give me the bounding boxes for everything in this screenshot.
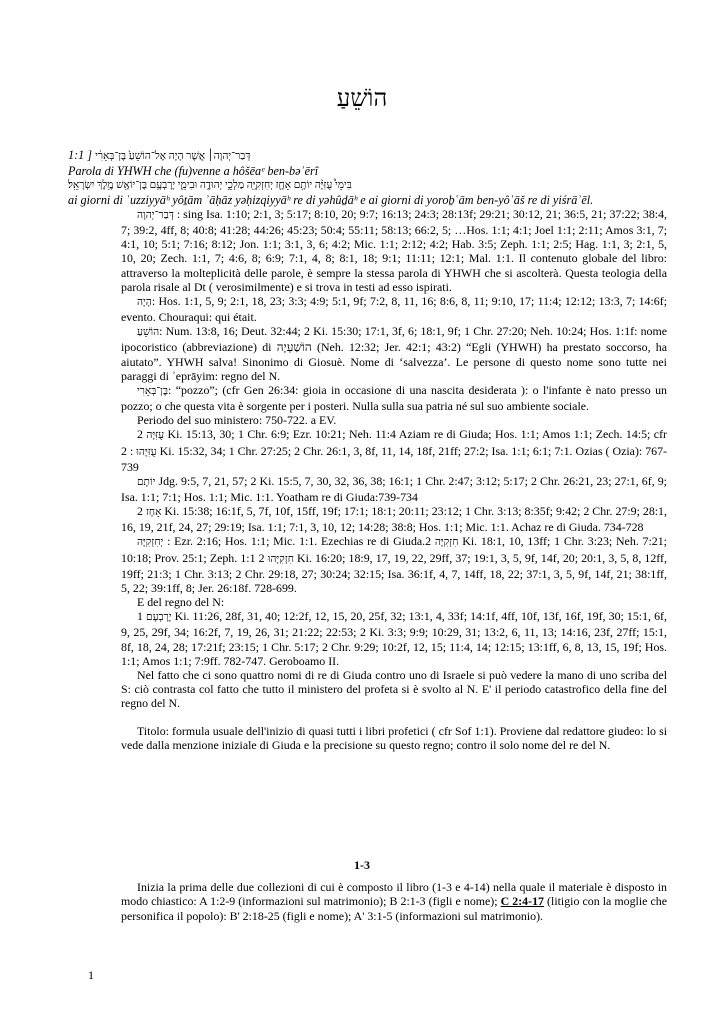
highlighted-reference: C 2:4-17 (500, 894, 544, 909)
north-label: E del regno del N: (137, 595, 225, 610)
verse-hebrew-b: בִּימֵי֩ עֻזִּיָּ֨ה יוֹתָ֥ם אָחָ֛ז יְחִזְקִיָּ֖ה מַלְכֵ֣י יְהוּדָ֑ה וּבִימֵ֛י יָרָבְעָ֥ם בֶּן־יוֹאָ֖שׁ מֶ֥לֶךְ יִשְׂרָאֵֽל׃ (68, 179, 352, 191)
note-paragraph: הָיָה: Hos. 1:1, 5, 9; 2:1, 18, 23; 3:3; 4:9; 5:1, 9f; 7:2, 8, 11, 16; 8:6, 8, 11; 9:10, 17; 11:4; 12:12; 13:3, 7; 14:6f; evento. Chouraqui: qui était. (121, 293, 667, 325)
note-paragraph: בֶּן־בְּאֵרִי: “pozzo”; (cfr Gen 26:34: gioia in occasione di una nascita desiderata ): o l'infante è nato presso un pozzo; o che questa vita è sorgente per i posteri. Nulla sulla sua patria né sul suo ambiente sociale. (121, 382, 667, 414)
king-paragraph: יְחִזְקִיָּה : Ezr. 2:16; Hos. 1:1; Mic. 1:1. Ezechias re di Giuda. חִזְקִיָּה 2 Ki. 18:1, 10, 13ff; 1 Chr. 3:23; Neh. 7:21; 10:18; Prov. 25:1; Zeph. 1:1 חִזְקִיָּהוּ 2 Ki. 16:20; 18:9, 17, 19, 22, 29ff, 37; 19:1, 3, 5, 9f, 14f, 20; 20:1, 3, 5, 8, 12ff, 19ff; 21:3; 1 Chr. 3:13; 2 Chr. 29:18, 27; 30:24; 32:15; Isa. 36:1f, 4, 7, 14ff, 18, 22; 37:1, 3, 5, 9f, 14f, 21; 38:1ff, 5, 22; 39:1ff, 8; Jer. 26:18f. 728-699. (121, 534, 667, 595)
verse-reference: [ 1:1 (68, 148, 93, 162)
section-intro: Inizia la prima delle due collezioni di cui è composto il libro (1-3 e 4-14) nella quale il materiale è disposto in modo chiastico: A 1:2-9 (informazioni sul matrimonio); B 2:1-3 (figli e nome); C 2:4-17 (litigio con la moglie che personifica il popolo): B' 2:18-25 (figli e nome); A' 3:1-5 (informazioni sul matrimonio). (121, 880, 667, 923)
verse-1-1 (68, 148, 668, 208)
verse-translit-a: Parola di YHWH che (fu)venne a hôšēaᵉ ben-bəʾērî (68, 164, 319, 179)
note-paragraph: הוֹשֵׁעַ: Num. 13:8, 16; Deut. 32:44; 2 Ki. 15:30; 17:1, 3f, 6; 18:1, 9f; 1 Chr. 27:20; Neh. 10:24; Hos. 1:1f: nome ipocoristico (abbreviazione) di הוֹשַׁעְיָה (Neh. 12:32; Jer. 42:1; 43:2) “Egli (YHWH) ha prestato soccorso, ha aiutato”. YHWH salva! Sinonimo di Giosuè. Nome di ‘salvezza’. Le persone di questo nome sono tutte nei paraggi di ʾeprāyim: regno del N. (121, 324, 668, 383)
page-number: 1 (88, 968, 94, 982)
commentary-body (121, 207, 667, 753)
section-heading: 1-3 (354, 858, 370, 872)
king-paragraph: יוֹתָם Jdg. 9:5, 7, 21, 57; 2 Ki. 15:5, 7, 30, 32, 36, 38; 16:1; 1 Chr. 2:47; 3:12; 5:17; 2 Chr. 26:21, 23; 27:1, 6f, 9; Isa. 1:1; 7:1; Hos. 1:1; Mic. 1:1. Yoatham re di Giuda:739-734 (121, 473, 667, 504)
king-paragraph: אָחָז 2 Ki. 15:38; 16:1f, 5, 7f, 10f, 15ff, 19f; 17:1; 18:1; 20:11; 23:12; 1 Chr. 3:13; 8:35f; 9:42; 2 Chr. 27:9; 28:1, 16, 19, 21f, 24, 27; 29:19; Isa. 1:1; 7:1, 3, 10, 12; 14:28; 38:8; Hos. 1:1; Mic. 1:1. Achaz re di Giuda. 734-728 (121, 504, 667, 535)
titolo-paragraph: Titolo: formula usuale dell'inizio di quasi tutti i libri profetici ( cfr Sof 1:1). Proviene dal redattore giudeo: lo si vede dalla menzione iniziale di Giuda e la precisione su questo regno; contro il solo nome del re del N. (121, 724, 667, 753)
king-paragraph: יָרָבְעָם 1 Ki. 11:26, 28f, 31, 40; 12:2f, 12, 15, 20, 25f, 32; 13:1, 4, 33f; 14:1f, 4ff, 10f, 13f, 16f, 19f, 30; 15:1, 6f, 9, 25, 29f, 34; 16:2f, 7, 19, 26, 31; 21:22; 22:53; 2 Ki. 3:3; 9:9; 10:29, 31; 13:2, 6, 11, 13; 14:16, 23f, 27ff; 15:1, 8f, 18, 24, 28; 17:21f; 23:15; 1 Chr. 5:17; 2 Chr. 9:29; 10:2f, 12, 15; 11:4, 14; 12:15; 13:1ff, 6, 8, 13, 15, 19f; Hos. 1:1; Amos 1:1; 7:9ff. 782-747. Geroboamo II. (121, 609, 667, 668)
note-paragraph: דְּבַר־יְהוָה : sing Isa. 1:10; 2:1, 3; 5:17; 8:10, 20; 9:7; 16:13; 24:3; 28:13f; 29:21; 30:12, 21; 36:5, 21; 37:22; 38:4, 7; 39:2, 4ff, 8; 40:8; 41:28; 44:26; 45:23; 50:4; 55:11; 58:13; 66:2, 5; …Hos. 1:1; 4:1; Joel 1:1; 2:11; Amos 3:1, 7; 4:1, 10; 5:1; 7:16; 8:12; Jon. 1:1; 3:1, 3, 6; 4:2; Mic. 1:1; 2:12; 4:2; Hab. 3:5; Zeph. 1:1; 2:5; Hag. 1:1, 3; 2:1, 5, 10, 20; Zech. 1:1, 7; 4:6, 8; 6:9; 7:1, 4, 8; 8:1, 18; 9:1; 11:11; 12:1; Mal. 1:1. Il contenuto globale del libro: attraverso la molteplicità delle parole, è sempre la stessa parola di YHWH che si ascolterà. Questa teologia della parola risale al Dt ( verosimilmente) e si trova in testi ad esso ispirati. (121, 207, 667, 294)
king-paragraph: עֻזִּיָּה 2 Ki. 15:13, 30; 1 Chr. 6:9; Ezr. 10:21; Neh. 11:4 Aziam re di Giuda; Hos. 1:1; Amos 1:1; Zech. 14:5; cfr עֻזִּיָּהוּ : 2 Ki. 15:32, 34; 1 Chr. 27:25; 2 Chr. 26:1, 3, 8f, 11, 14, 18f, 21ff; 27:2; Isa. 1:1; 6:1; 7:1. Ozias ( Ozia): 767-739 (121, 427, 668, 474)
verse-hebrew-a: דְּבַר־יְהוָה׀ אֲשֶׁר הָיָה אֶל־הוֹשֵׁעַ֙ בֶּן־בְּאֵרִ֔י (95, 151, 251, 162)
period-paragraph: Periodo del suo ministero: 750-722. a EV. (137, 413, 337, 428)
book-title: הוֹשֵׁעַ (336, 86, 388, 112)
kings-note-paragraph: Nel fatto che ci sono quattro nomi di re di Giuda contro uno di Israele si può vedere la mano di uno scriba del S: ciò contrasta col fatto che tutto il ministero del profeta si è svolto al N. E' il periodo catastrofico della fine del regno del N. (121, 667, 667, 711)
verse-translit-b: ai giorni di ʿuzziyyāʰ yôṯām ʾāḥāz yəḥizqiyyāʰ re di yəhûḏāʰ e ai giorni di yoroḇʿām ben-yôʾāš re di yiśrāʾēl. (68, 193, 594, 208)
